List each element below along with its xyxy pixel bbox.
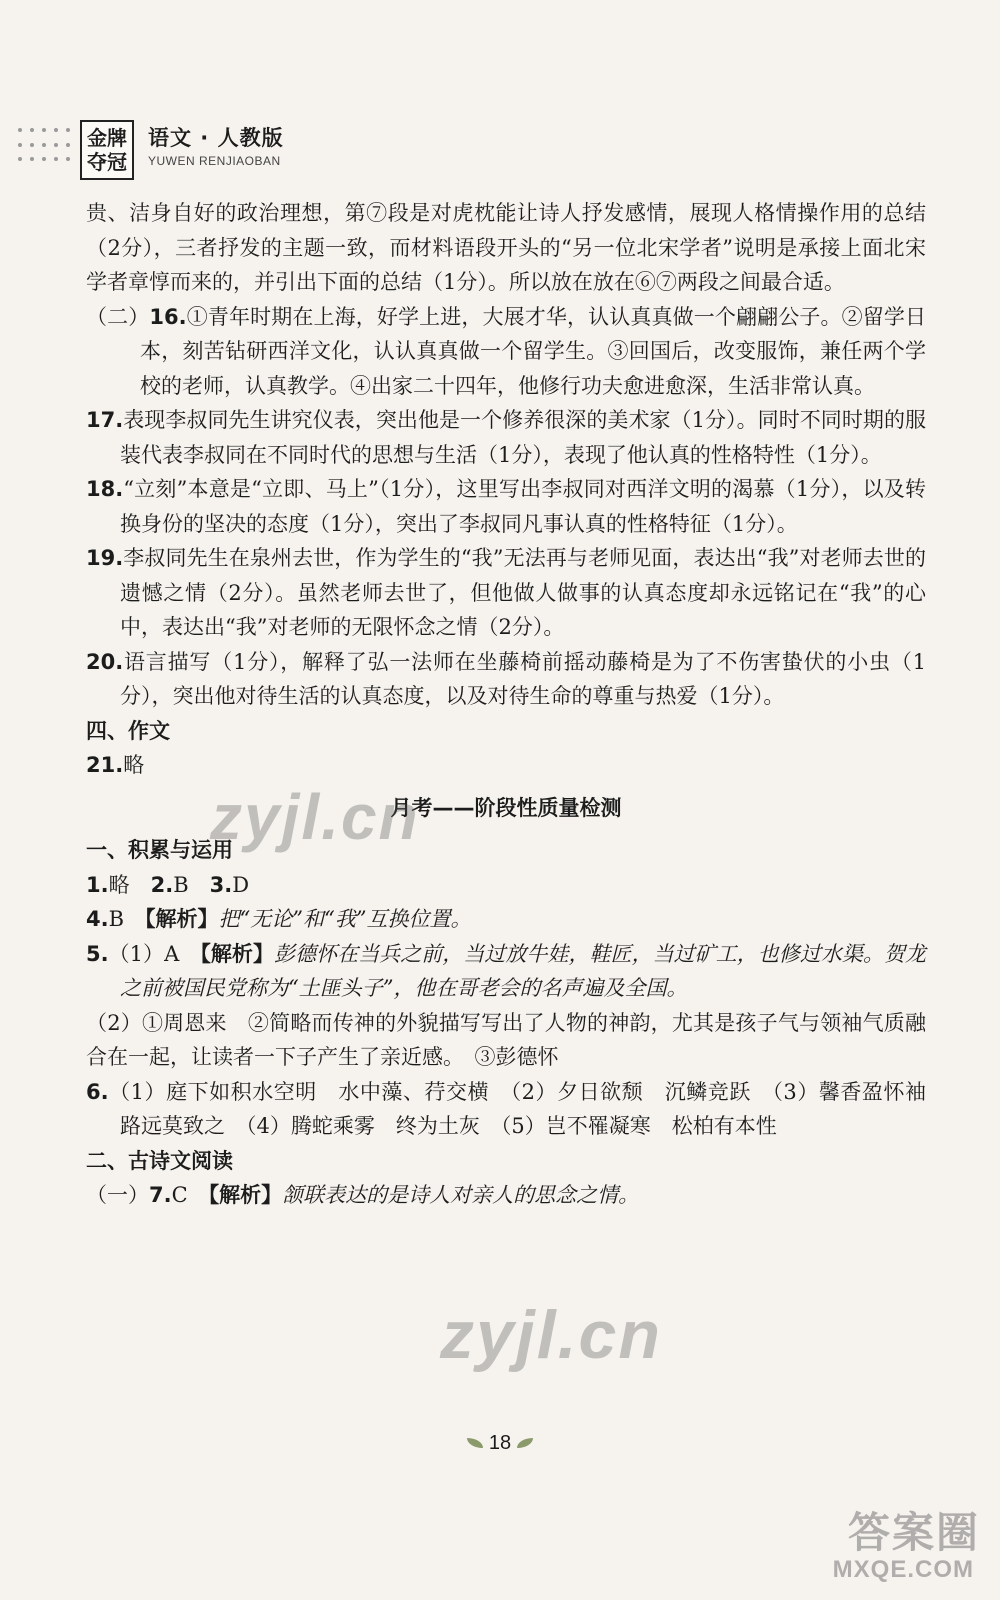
answer-text: ①青年时期在上海，好学上进，大展才华，认认真真做一个翩翩公子。②留学日本，刻苦钻研西洋文化，认认真真做一个留学生。③回国后，改变服饰，兼任两个学校的老师，认真教学。④出家二十四年，他修行功夫愈进愈深，生活非常认真。 (140, 304, 927, 398)
answer-5 (86, 937, 926, 1006)
question-number: 21. (86, 753, 124, 777)
section-prefix-2: （二） (86, 304, 150, 329)
analysis-tag: 【解析】 (145, 906, 219, 931)
page-number: 18 (488, 1431, 512, 1454)
answer-text: 语言描写（1分），解释了弘一法师在坐藤椅前摇动藤椅是为了不伤害蛰伏的小虫（1分），突出他对待生活的认真态度，以及对待生命的尊重与热爱（1分）。 (120, 649, 926, 708)
answer-18 (86, 472, 926, 541)
logo-line2: 夺冠 (87, 150, 127, 174)
analysis-text: 彭德怀在当兵之前，当过放牛娃，鞋匠，当过矿工，也修过水渠。贺龙之前被国民党称为“土匪头子”，他在哥老会的名声遍及全国。 (120, 941, 927, 1000)
section-heading-accumulation: 一、积累与运用 (86, 838, 233, 862)
question-number: 5. (86, 941, 109, 966)
subject-pinyin: YUWEN RENJIAOBAN (148, 154, 281, 168)
answer-4 (86, 902, 926, 937)
leaf-right-icon (517, 1438, 533, 1448)
answer-7 (86, 1178, 926, 1213)
analysis-tag: 【解析】 (208, 1182, 283, 1207)
answer-text: B (173, 872, 189, 897)
logo-line1: 金牌 (87, 126, 127, 150)
question-number: 7. (149, 1183, 172, 1207)
answers-1-3 (86, 868, 926, 903)
answer-17 (86, 403, 926, 472)
answer-21 (86, 748, 926, 783)
corner-site-logo (810, 1500, 980, 1590)
decorative-dots (18, 128, 78, 172)
answer-text: “立刻”本意是“立即、马上”（1分），这里写出李叔同对西洋文明的渴慕（1分），以及转换身份的坚决的态度（1分），突出了李叔同凡事认真的性格特征（1分）。 (120, 477, 926, 536)
answer-5-part2: （2）①周恩来 ②简略而传神的外貌描写写出了人物的神韵，尤其是孩子气与领袖气质融合在一起，让读者一下子产生了亲近感。 ③彭德怀 (86, 1010, 926, 1069)
analysis-text: 把“无论”和“我”互换位置。 (218, 907, 472, 931)
answer-19 (86, 541, 926, 645)
analysis-text: 颔联表达的是诗人对亲人的思念之情。 (282, 1183, 640, 1207)
answer-text: （1）庭下如积水空明 水中藻、荇交横 （2）夕日欲颓 沉鳞竞跃 （3）馨香盈怀袖 路远莫致之 （4）腾蛇乘雾 终为土灰 （5）岂不罹凝寒 松柏有本性 (108, 1079, 947, 1138)
question-number: 6. (86, 1079, 109, 1104)
answer-16 (86, 300, 926, 404)
question-number: 18. (86, 477, 124, 501)
corner-logo-en: MXQE.COM (832, 1556, 974, 1583)
answer-text: （1）A (108, 941, 180, 966)
answer-text: B (108, 907, 125, 931)
question-number: 3. (209, 872, 233, 897)
section-heading-classical: 二、古诗文阅读 (86, 1148, 233, 1173)
analysis-tag: 【解析】 (200, 940, 274, 966)
question-number: 17. (86, 408, 124, 432)
answer-20 (86, 645, 926, 714)
question-number: 1. (86, 872, 109, 897)
question-number: 2. (150, 872, 174, 897)
section-heading-composition: 四、作文 (86, 718, 170, 743)
page-header (18, 120, 438, 180)
leaf-left-icon (467, 1438, 483, 1448)
corner-logo-cn: 答案圈 (847, 1508, 980, 1557)
watermark-bottom: zyjl.cn (440, 1297, 662, 1373)
answer-text: 表现李叔同先生讲究仪表，突出他是一个修养很深的美术家（1分）。同时不同时期的服装代表李叔同在不同时代的思想与生活（1分），表现了他认真的性格特性（1分）。 (120, 408, 926, 467)
question-number: 19. (86, 546, 124, 570)
answer-text: 略 (123, 753, 145, 777)
paragraph-continued: 贵、洁身自好的政治理想，第⑦段是对虎枕能让诗人抒发感情，展现人格情操作用的总结（2分），三者抒发的主题一致，而材料语段开头的“另一位北宋学者”说明是承接上面北宋学者章惇而来的，并引出下面的总结（1分）。所以放在放在⑥⑦两段之间最合适。 (86, 201, 926, 294)
answer-text: C (171, 1183, 188, 1207)
watermark-top: zyjl.cn (210, 781, 420, 853)
section-prefix-1: （一） (86, 1183, 149, 1207)
question-number: 20. (86, 649, 124, 674)
answer-content (86, 196, 947, 1213)
brand-logo (80, 120, 134, 180)
answer-text: 略 (108, 872, 130, 897)
subject-title: 语文 · 人教版 (148, 126, 284, 150)
answer-6 (86, 1075, 947, 1144)
page-number-footer (455, 1428, 545, 1458)
answer-text: 李叔同先生在泉州去世，作为学生的“我”无法再与老师见面，表达出“我”对老师去世的遗憾之情（2分）。虽然老师去世了，但他做人做事的认真态度却永远铭记在“我”的心中，表达出“我”对老师的无限怀念之情（2分）。 (120, 546, 926, 639)
exam-title: 月考——阶段性质量检测 (390, 795, 622, 820)
question-number: 16. (149, 304, 187, 329)
answer-text: D (232, 872, 250, 897)
question-number: 4. (86, 907, 109, 931)
